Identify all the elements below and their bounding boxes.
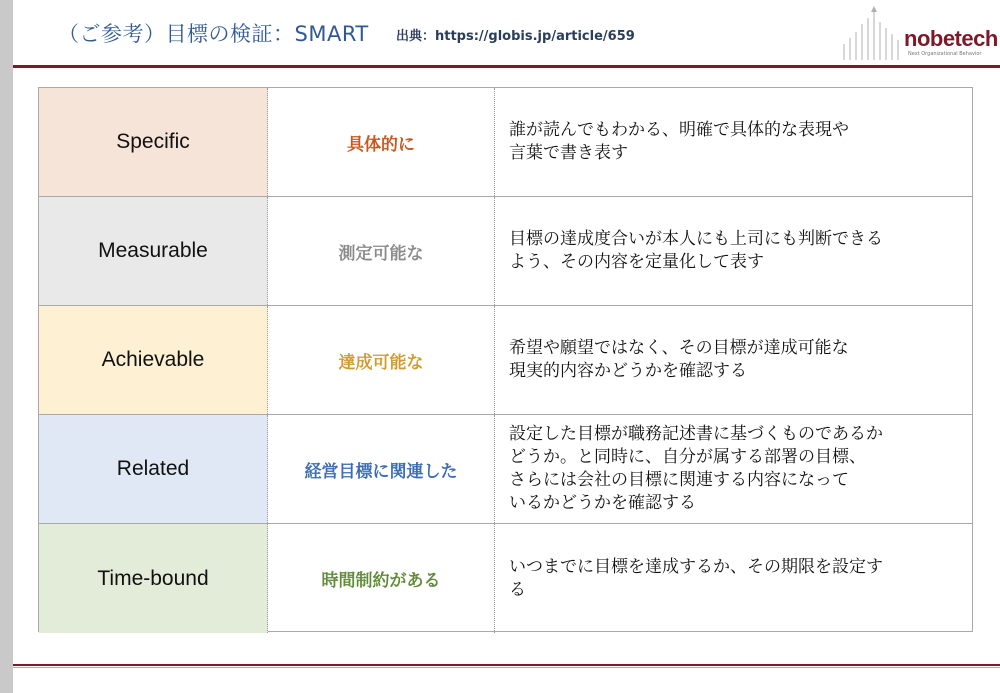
jp-term-cell: 達成可能な [268,306,495,414]
header-divider [13,65,1000,68]
term-cell: Achievable [39,306,268,414]
slide-title: （ご参考）目標の検証：SMART [58,22,369,46]
term-cell: Specific [39,88,268,196]
description-line: よう、その内容を定量化して表す [509,252,764,272]
bar-chart-logo-icon [838,4,908,62]
left-margin-band [0,0,13,693]
jp-term-cell: 時間制約がある [268,524,495,633]
description-line: 目標の達成度合いが本人にも上司にも判断できる [509,229,883,249]
logo-tagline: Next Organizational Behavior [908,51,982,57]
jp-term-cell: 測定可能な [268,197,495,305]
table-row-time-bound [39,524,972,633]
logo-wordmark: nobetech [904,26,998,51]
table-row-related [39,415,972,524]
table-row-measurable [39,197,972,306]
footer-divider [13,664,1000,666]
slide-header [0,0,1000,64]
description-line: る [509,579,526,600]
source-citation: 出典：https://globis.jp/article/659 [396,29,635,44]
description-line: 誰が読んでもわかる、明確で具体的な表現や [509,120,849,140]
description-line: 言葉で書き表す [509,143,628,163]
table-row-specific [39,88,972,197]
description-cell [495,88,972,196]
jp-term-cell: 経営目標に関連した [268,415,495,523]
nobetech-logo [838,4,998,62]
description-cell [495,306,972,414]
description-line: 現実的内容かどうかを確認する [509,361,747,381]
description-cell [495,415,972,523]
footer-divider-thin [13,667,1000,668]
term-cell: Related [39,415,268,523]
description-line: いつまでに目標を達成するか、その期限を設定す [509,556,883,577]
description-line: 希望や願望ではなく、その目標が達成可能な [509,338,849,358]
description-cell [495,524,972,633]
jp-term-cell: 具体的に [268,88,495,196]
term-cell: Measurable [39,197,268,305]
term-cell: Time-bound [39,524,268,633]
description-line: さらには会社の目標に関連する内容になって [509,470,849,490]
description-line: どうか。と同時に、自分が属する部署の目標、 [509,447,866,467]
description-line: 設定した目標が職務記述書に基づくものであるか [509,424,883,444]
description-cell [495,197,972,305]
description-line: いるかどうかを確認する [509,493,696,513]
table-row-achievable [39,306,972,415]
smart-table [38,87,973,632]
